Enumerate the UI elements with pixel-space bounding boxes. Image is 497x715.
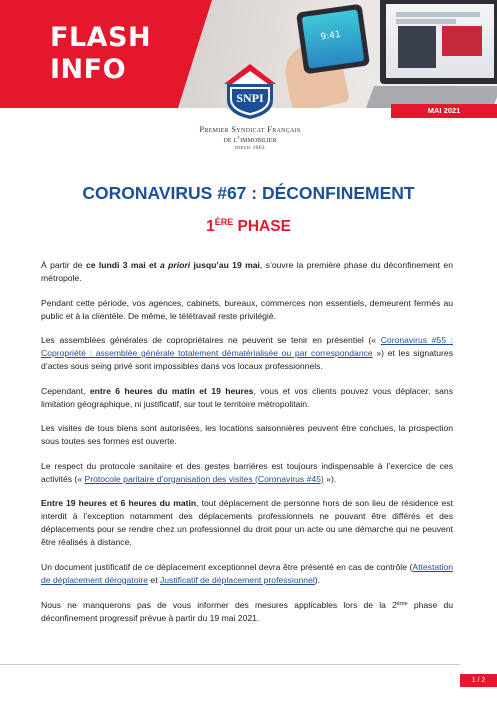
p7-bold-hours: Entre 19 heures et 6 heures du matin <box>41 498 197 508</box>
laptop-illustration <box>380 0 497 84</box>
paragraph-3 <box>41 334 453 373</box>
tablet-time: 9:41 <box>320 29 342 43</box>
link-protocole-visites[interactable]: Protocole paritaire d’organisation des visites (Coronavirus #45) <box>84 473 324 484</box>
logo-tagline-line1: Premier Syndicat Français <box>199 124 301 134</box>
p1-bold-end: jusqu’au 19 mai <box>190 260 260 270</box>
p1-text: À partir de <box>41 260 86 270</box>
logo-tagline-line2: de l’immobilier <box>223 134 277 144</box>
flash-info-title <box>50 22 151 86</box>
p9-text: Nous ne manquerons pas de vous informer des mesures applicables lors de la 2 <box>41 600 397 610</box>
logo-tagline-line3: depuis 1963 <box>235 145 265 151</box>
p9-text-end: phase du déconfinement progressif prévue à partir du 19 mai 2021. <box>41 600 454 623</box>
page-number: 1 / 2 <box>460 674 497 687</box>
tablet-illustration <box>296 4 370 75</box>
paragraph-7 <box>41 497 453 549</box>
page-title: CORONAVIRUS #67 : DÉCONFINEMENT <box>82 183 415 203</box>
date-badge: MAI 2021 <box>391 104 497 118</box>
p9-superscript: ème <box>396 601 408 607</box>
laptop-screen-bar <box>396 19 456 24</box>
p8-text: Un document justificatif de ce déplacement exceptionnel devra être présenté en cas de contrôle ( <box>41 561 413 572</box>
paragraph-5: Les visites de tous biens sont autorisées, les locations saisonnières peuvent être conclues, la prospection sous toutes ses formes est ouverte. <box>41 423 453 446</box>
link-justificatif[interactable]: Justificatif de déplacement professionnel <box>159 574 315 585</box>
p4-bold-hours: entre 6 heures du matin et 19 heures <box>89 385 254 396</box>
laptop-screen-bar <box>396 12 480 17</box>
paragraph-9 <box>41 598 453 625</box>
p1-bold-italic: a priori <box>160 260 191 270</box>
logo-brand-text: SNPI <box>236 91 264 105</box>
p6-text: Le respect du protocole sanitaire et des gestes barrières est toujours indispensable à l’exercice de ces activités (« <box>41 460 453 484</box>
paragraph-1 <box>41 259 453 285</box>
snpi-logo <box>222 62 278 120</box>
laptop-screen-panel <box>398 26 436 68</box>
tablet-screen <box>302 9 365 68</box>
p1-text-end: , s’ouvre la première phase du déconfinement en métropole. <box>41 260 453 283</box>
p7-text: , tout déplacement de personne hors de son lieu de résidence est interdit à l’exception notamment des déplacements professionnels ne pouvant être différés et des déplacements pour se rendre chez un professionnel du droit pour un acte ou une démarche qui ne peuvent être réalisés à distance. <box>41 498 453 547</box>
p4-text: Cependant, <box>41 385 90 396</box>
logo-tagline <box>190 124 310 152</box>
paragraph-6 <box>41 460 453 486</box>
p8-text-and: et <box>148 574 160 585</box>
p4-text-end: , vous et vos clients pouvez vous déplacer, sans limitation géographique, ni justificatif, sur tout le territoire métropolitain. <box>41 385 453 409</box>
paragraph-4 <box>41 385 453 411</box>
subtitle-word: PHASE <box>237 218 291 235</box>
flash-title-line1: FLASH <box>50 22 152 53</box>
laptop-screen-panel <box>442 26 482 56</box>
footer-divider <box>0 664 460 665</box>
link-coronavirus-55[interactable]: Coronavirus #55 : Copropriété : assemblée générale totalement dématérialisée ou par correspondance <box>41 335 453 358</box>
subtitle-number: 1 <box>206 218 215 235</box>
subtitle-superscript: ÈRE <box>214 217 234 227</box>
p6-text-end: »). <box>323 473 337 484</box>
p8-text-end: ). <box>314 574 321 585</box>
article-body <box>41 259 453 637</box>
paragraph-8 <box>41 561 453 587</box>
p1-bold-date: ce lundi 3 mai et <box>85 260 161 270</box>
flash-title-line2: INFO <box>50 54 127 85</box>
p3-text: Les assemblées générales de copropriétaires ne peuvent se tenir en présentiel (« <box>41 335 381 345</box>
laptop-screen <box>386 4 494 78</box>
link-attestation[interactable]: Attestation de déplacement dérogatoire <box>41 561 453 585</box>
p3-text-end: ») et les signatures d’actes sous seing privé sont impossibles dans vos locaux professionnels. <box>41 348 453 371</box>
paragraph-2: Pendant cette période, vos agences, cabinets, bureaux, commerces non essentiels, demeurent fermés au public et à la clientèle. De même, le télétravail reste privilégié. <box>41 297 453 321</box>
page-subtitle <box>0 212 497 237</box>
